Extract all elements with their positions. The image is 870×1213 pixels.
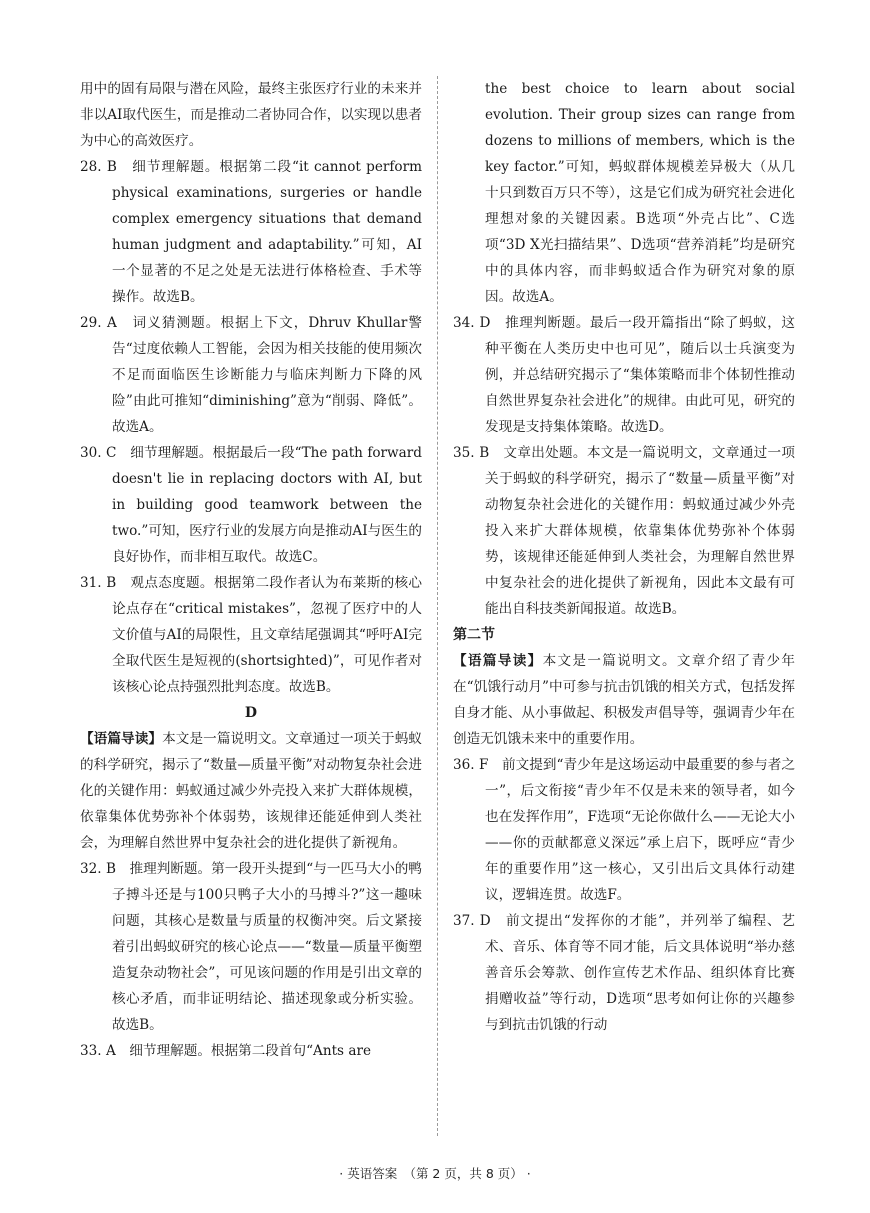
answer-28: 28. B 细节理解题。根据第二段“it cannot perform physical examinations, surgeries or handle complex emergency situations that demand human judgment and adaptability.”可知，AI一个显著的不足之处是无法进行体格检查、手术等操作。故选B。	[80, 159, 422, 305]
answer-35: 35. B 文章出处题。本文是一篇说明文，文章通过一项关于蚂蚁的科学研究，揭示了“数量—质量平衡”对动物复杂社会进化的关键作用：蚂蚁通过减少外壳投入来扩大群体规模，依靠集体优势弥补个体弱势，该规律还能延伸到人类社会，为理解自然世界中复杂社会的进化提供了新视角，因此本文最有可能出自科技类新闻报道。故选B。	[453, 445, 795, 617]
guide-text: 本文是一篇说明文。文章介绍了青少年在“饥饿行动月”中可参与抗击饥饿的相关方式，包括发挥自身才能、从小事做起、积极发声倡导等，强调青少年在创造无饥饿未来中的重要作用。	[453, 653, 796, 747]
guide-tag: 【语篇导读】	[80, 731, 163, 747]
guide-tag: 【语篇导读】	[453, 653, 543, 669]
answer-34: 34. D 推理判断题。最后一段开篇指出“除了蚂蚁，这种平衡在人类历史中也可见”，随后以士兵演变为例，并总结研究揭示了“集体策略而非个体韧性推动自然世界复杂社会进化”的规律。由此可见，研究的发现是支持集体策略。故选D。	[453, 315, 795, 435]
intro-continuation: 用中的固有局限与潜在风险，最终主张医疗行业的未来并非以AI取代医生，而是推动二者协同合作，以实现以患者为中心的高效医疗。	[80, 81, 422, 149]
left-column	[80, 76, 422, 1064]
section-d-heading: D	[244, 705, 258, 721]
answer-29: 29. A 词义猜测题。根据上下文，Dhruv Khullar警告“过度依赖人工智能，会因为相关技能的使用频次不足而面临医生诊断能力与临床判断力下降的风险”由此可推知“diminishing”意为“削弱、降低”。故选A。	[80, 315, 422, 435]
right-column	[453, 76, 795, 1038]
answer-36: 36. F 前文提到“青少年是这场运动中最重要的参与者之一”，后文衔接“青少年不仅是未来的领导者，如今也在发挥作用”，F选项“无论你做什么——无论大小——你的贡献都意义深远”承上启下，既呼应“青少年的重要作用”这一核心，又引出后文具体行动建议，逻辑连贯。故选F。	[453, 757, 795, 903]
passage-guide-section2	[453, 648, 795, 752]
column-divider	[437, 76, 438, 1136]
answer-37: 37. D 前文提出“发挥你的才能”，并列举了编程、艺术、音乐、体育等不同才能，后文具体说明“举办慈善音乐会筹款、创作宣传艺术作品、组织体育比赛捐赠收益”等行动，D选项“思考如何让你的兴趣参与到抗击饥饿的行动	[453, 913, 795, 1033]
answer-31: 31. B 观点态度题。根据第二段作者认为布莱斯的核心论点存在“critical mistakes”，忽视了医疗中的人文价值与AI的局限性，且文章结尾强调其“呼吁AI完全取代医生是短视的(shortsighted)”，可见作者对该核心论点持强烈批判态度。故选B。	[80, 575, 422, 695]
page-footer: · 英语答案 （第 2 页，共 8 页） ·	[339, 1166, 531, 1181]
answer-32: 32. B 推理判断题。第一段开头提到“与一匹马大小的鸭子搏斗还是与100只鸭子大小的马搏斗?”这一趣味问题，其核心是数量与质量的权衡冲突。后文紧接着引出蚂蚁研究的核心论点——“数量—质量平衡塑造复杂动物社会”，可见该问题的作用是引出文章的核心矛盾，而非证明结论、描述现象或分析实验。故选B。	[80, 861, 422, 1033]
passage-guide-d	[80, 726, 422, 856]
guide-text: 本文是一篇说明文。文章通过一项关于蚂蚁的科学研究，揭示了“数量—质量平衡”对动物复杂社会进化的关键作用：蚂蚁通过减少外壳投入来扩大群体规模，依靠集体优势弥补个体弱势，该规律还能延伸到人类社会，为理解自然世界中复杂社会的进化提供了新视角。	[80, 731, 423, 851]
section-2-heading: 第二节	[453, 627, 495, 643]
answer-33: 33. A 细节理解题。根据第二段首句“Ants are	[80, 1043, 371, 1059]
answer-33-continued: the best choice to learn about social evolution. Their group sizes can range from dozens to millions of members, which is the key factor.”可知，蚂蚁群体规模差异极大（从几十只到数百万只不等），这是它们成为研究社会进化理想对象的关键因素。B选项“外壳占比”、C选项“3D X光扫描结果”、D选项“营养消耗”均是研究中的具体内容，而非蚂蚁适合作为研究对象的原因。故选A。	[485, 81, 795, 305]
answer-30: 30. C 细节理解题。根据最后一段“The path forward doesn't lie in replacing doctors with AI, but in building good teamwork between the two.”可知，医疗行业的发展方向是推动AI与医生的良好协作，而非相互取代。故选C。	[80, 445, 422, 565]
